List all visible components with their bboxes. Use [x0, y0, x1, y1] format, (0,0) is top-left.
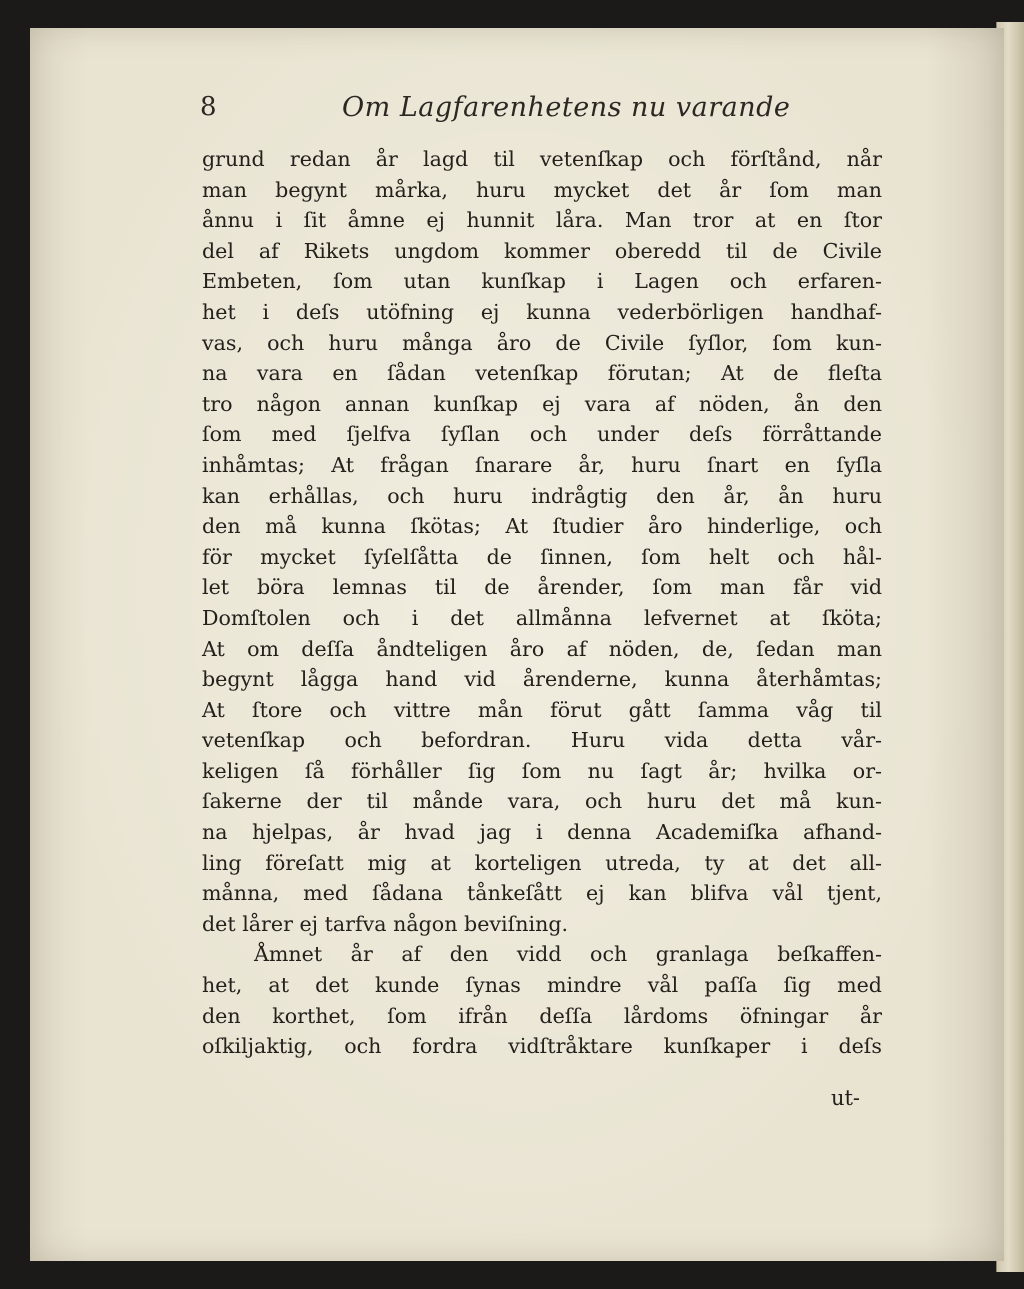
- text-line: tro någon annan kunſkap ej vara af nöden, ån den: [202, 391, 882, 416]
- text-line: oſkiljaktig, och fordra vidſtråktare kunſkaper i deſs: [202, 1034, 882, 1059]
- running-title: Om Lagfarenhetens nu varande: [342, 92, 791, 123]
- text-line: vas, och huru många åro de Civile ſyſlor, ſom kun-: [202, 330, 882, 355]
- text-line: na vara en ſådan vetenſkap förutan; At de fleſta: [202, 361, 882, 386]
- text-line: keligen ſå förhåller ſig ſom nu ſagt år; hvilka or-: [202, 758, 882, 783]
- text-line: ånnu i ſit åmne ej hunnit låra. Man tror at en ſtor: [202, 208, 882, 233]
- text-line: At om deſſa åndteligen åro af nöden, de, ſedan man: [202, 636, 882, 661]
- text-line: het, at det kunde ſynas mindre vål paſſa ſig med: [202, 973, 882, 998]
- text-line: ſom med ſjelfva ſyſlan och under deſs förråttande: [202, 422, 882, 447]
- text-line: Åmnet år af den vidd och granlaga beſkaffen-: [254, 942, 882, 967]
- text-line: het i deſs utöfning ej kunna vederbörligen handhaf-: [202, 299, 882, 324]
- text-line: na hjelpas, år hvad jag i denna Academiſka afhand-: [202, 820, 882, 845]
- page-header: [30, 92, 1004, 132]
- book-page: [30, 28, 1004, 1261]
- text-line: den korthet, ſom ifrån deſſa lårdoms öfningar år: [202, 1003, 882, 1028]
- catchword: ut-: [830, 1086, 860, 1110]
- text-line: grund redan år lagd til vetenſkap och förſtånd, når: [202, 147, 882, 171]
- text-line: del af Rikets ungdom kommer oberedd til de Civile: [202, 238, 882, 263]
- text-line: Domſtolen och i det allmånna lefvernet at ſköta;: [202, 605, 882, 630]
- text-line: At ſtore och vittre mån förut gått ſamma våg til: [202, 697, 882, 722]
- text-line: för mycket ſyſelſåtta de ſinnen, ſom helt och hål-: [202, 544, 882, 569]
- text-line: Embeten, ſom utan kunſkap i Lagen och erfaren-: [202, 269, 882, 294]
- text-line: ling föreſatt mig at korteligen utreda, ty at det all-: [202, 850, 882, 875]
- text-line: man begynt mårka, huru mycket det år ſom man: [202, 177, 882, 202]
- text-line: kan erhållas, och huru indrågtig den år, ån huru: [202, 483, 882, 508]
- text-line: let böra lemnas til de årender, ſom man får vid: [202, 575, 882, 600]
- page-number: 8: [200, 92, 217, 122]
- text-line: det lårer ej tarfva någon beviſning.: [202, 911, 569, 936]
- text-line: begynt lågga hand vid årenderne, kunna återhåmtas;: [202, 667, 882, 692]
- text-line: inhåmtas; At frågan ſnarare år, huru ſnart en ſyſla: [202, 452, 882, 477]
- text-line: den må kunna ſkötas; At ſtudier åro hinderlige, och: [202, 514, 882, 539]
- text-line: månna, med ſådana tånkeſått ej kan blifva vål tjent,: [202, 881, 882, 906]
- text-line: vetenſkap och befordran. Huru vida detta vår-: [202, 728, 882, 753]
- text-line: ſakerne der til månde vara, och huru det må kun-: [202, 789, 882, 814]
- body-text: [202, 144, 882, 1062]
